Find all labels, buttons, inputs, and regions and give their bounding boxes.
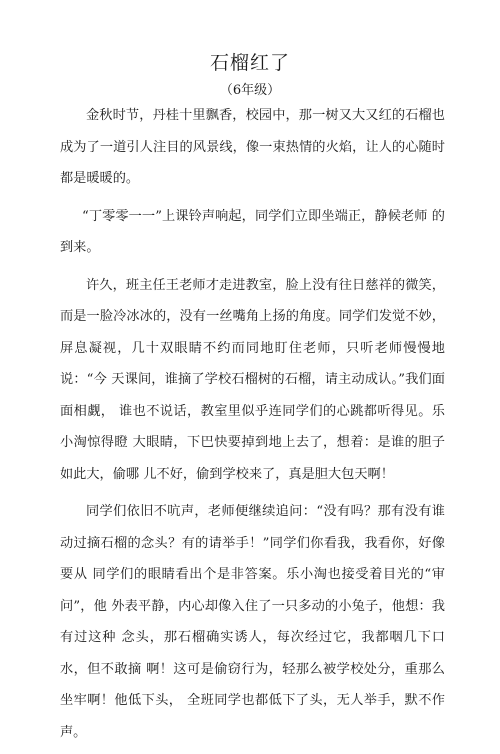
paragraph-2: “丁零零一一”上课铃声响起，同学们立即坐端正，静候老师 的到来。 [60, 208, 445, 255]
article-body [60, 100, 445, 754]
paragraph-4: 同学们依旧不吭声，老师便继续追问：“没有吗？那有没有谁动过摘石榴的念头？有的请举手！”同学们你看我，我看你，好像要从 同学们的眼睛看出个是非答案。乐小淘也接受着目光的“审问”，他 外表平静，内心却像入住了一只多动的小兔子，他想：我有过这种 念头，那石榴确实诱人，每次经过它，我都咽几下口水，但不敢摘 啊！这可是偷窃行为，轻那么被学校处分，重那么坐牢啊！他低下头， 全班同学也都低下了头，无人举手，默不作声。 [60, 504, 445, 740]
grade-subtitle: （6年级） [219, 83, 281, 98]
paragraph-3: 许久，班主任王老师才走进教室，脸上没有往日慈祥的微笑， 而是一脸冷冰冰的，没有一丝嘴角上扬的角度。同学们发觉不妙， 屏息凝视，几十双眼睛不约而同地盯住老师，只听老师慢慢地说：“今 天课间，谁摘了学校石榴树的石榴，请主动成认。”我们面面相觑， 谁也不说话，教室里似乎连同学们的心跳都听得见。乐小淘惊得瞪 大眼睛，下巴快要掉到地上去了，想着：是谁的胆子如此大，偷哪 儿不好，偷到学校来了，真是胆大包天啊！ [60, 277, 445, 482]
paragraph-1: 金秋时节，丹桂十里飘香，校园中，那一树又大又红的石榴也 成为了一道引人注目的风景线，像一束热情的火焰，让人的心随时 都是暖暖的。 [60, 108, 445, 186]
page-title: 石榴红了 [209, 52, 290, 74]
